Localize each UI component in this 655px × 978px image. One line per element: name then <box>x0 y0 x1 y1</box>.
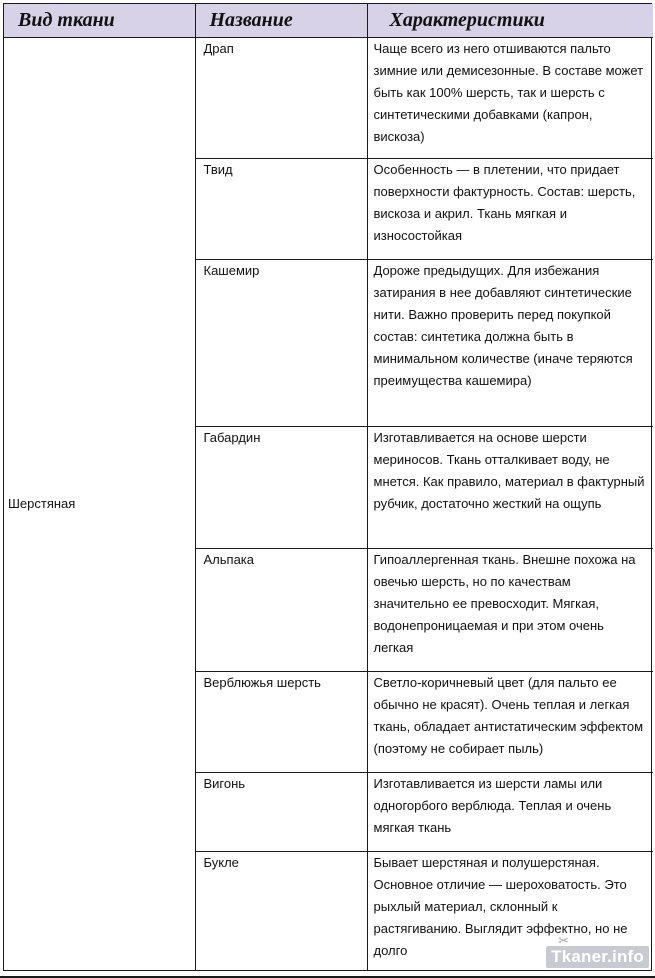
fabric-table-container <box>3 3 652 971</box>
fabric-table <box>4 4 653 970</box>
fabric-name: Драп <box>195 38 367 159</box>
fabric-name: Верблюжья шерсть <box>195 672 367 773</box>
site-watermark <box>546 933 649 968</box>
fabric-name: Альпака <box>195 549 367 672</box>
table-row <box>4 38 653 159</box>
fabric-description: Изготавливается из шерсти ламы или одногорбого верблюда. Теплая и очень мягкая ткань <box>367 773 653 852</box>
fabric-description: Дороже предыдущих. Для избежания затирания в нее добавляют синтетические нити. Важно проверить перед покупкой состав: синтетика должна быть в минимальном количестве (иначе теряются преимущества кашемира) <box>367 260 653 427</box>
scissors-icon: ✂ <box>558 933 570 948</box>
fabric-name: Вигонь <box>195 773 367 852</box>
fabric-type-cell: Шерстяная <box>4 38 195 970</box>
table-header-row <box>4 4 653 38</box>
watermark-text: Tkaner.info <box>551 947 644 966</box>
fabric-description: Особенность — в плетении, что придает поверхности фактурность. Состав: шерсть, вискоза и акрил. Ткань мягкая и износостойкая <box>367 159 653 260</box>
fabric-description: Чаще всего из него отшиваются пальто зимние или демисезонные. В составе может быть как 100% шерсть, так и шерсть с синтетическими добавками (капрон, вискоза) <box>367 38 653 159</box>
fabric-name: Букле <box>195 852 367 970</box>
fabric-name: Твид <box>195 159 367 260</box>
fabric-name: Габардин <box>195 427 367 549</box>
fabric-description: Светло-коричневый цвет (для пальто ее обычно не красят). Очень теплая и легкая ткань, обладает антистатическим эффектом (поэтому не собирает пыль) <box>367 672 653 773</box>
header-fabric-type: Вид ткани <box>4 4 195 38</box>
fabric-description: Изготавливается на основе шерсти мериносов. Ткань отталкивает воду, не мнется. Как правило, материал в фактурный рубчик, достаточно жесткий на ощупь <box>367 427 653 549</box>
fabric-name: Кашемир <box>195 260 367 427</box>
fabric-description: Гипоаллергенная ткань. Внешне похожа на овечью шерсть, но по качествам значительно ее превосходит. Мягкая, водонепроницаемая и при этом очень легкая <box>367 549 653 672</box>
fabric-description: Бывает шерстяная и полушерстяная. Основное отличие — шероховатость. Это рыхлый материал, склонный к растягиванию. Выглядит эффектно, но не долго <box>367 852 653 970</box>
header-name: Название <box>195 4 367 38</box>
header-characteristics: Характеристики <box>367 4 653 38</box>
